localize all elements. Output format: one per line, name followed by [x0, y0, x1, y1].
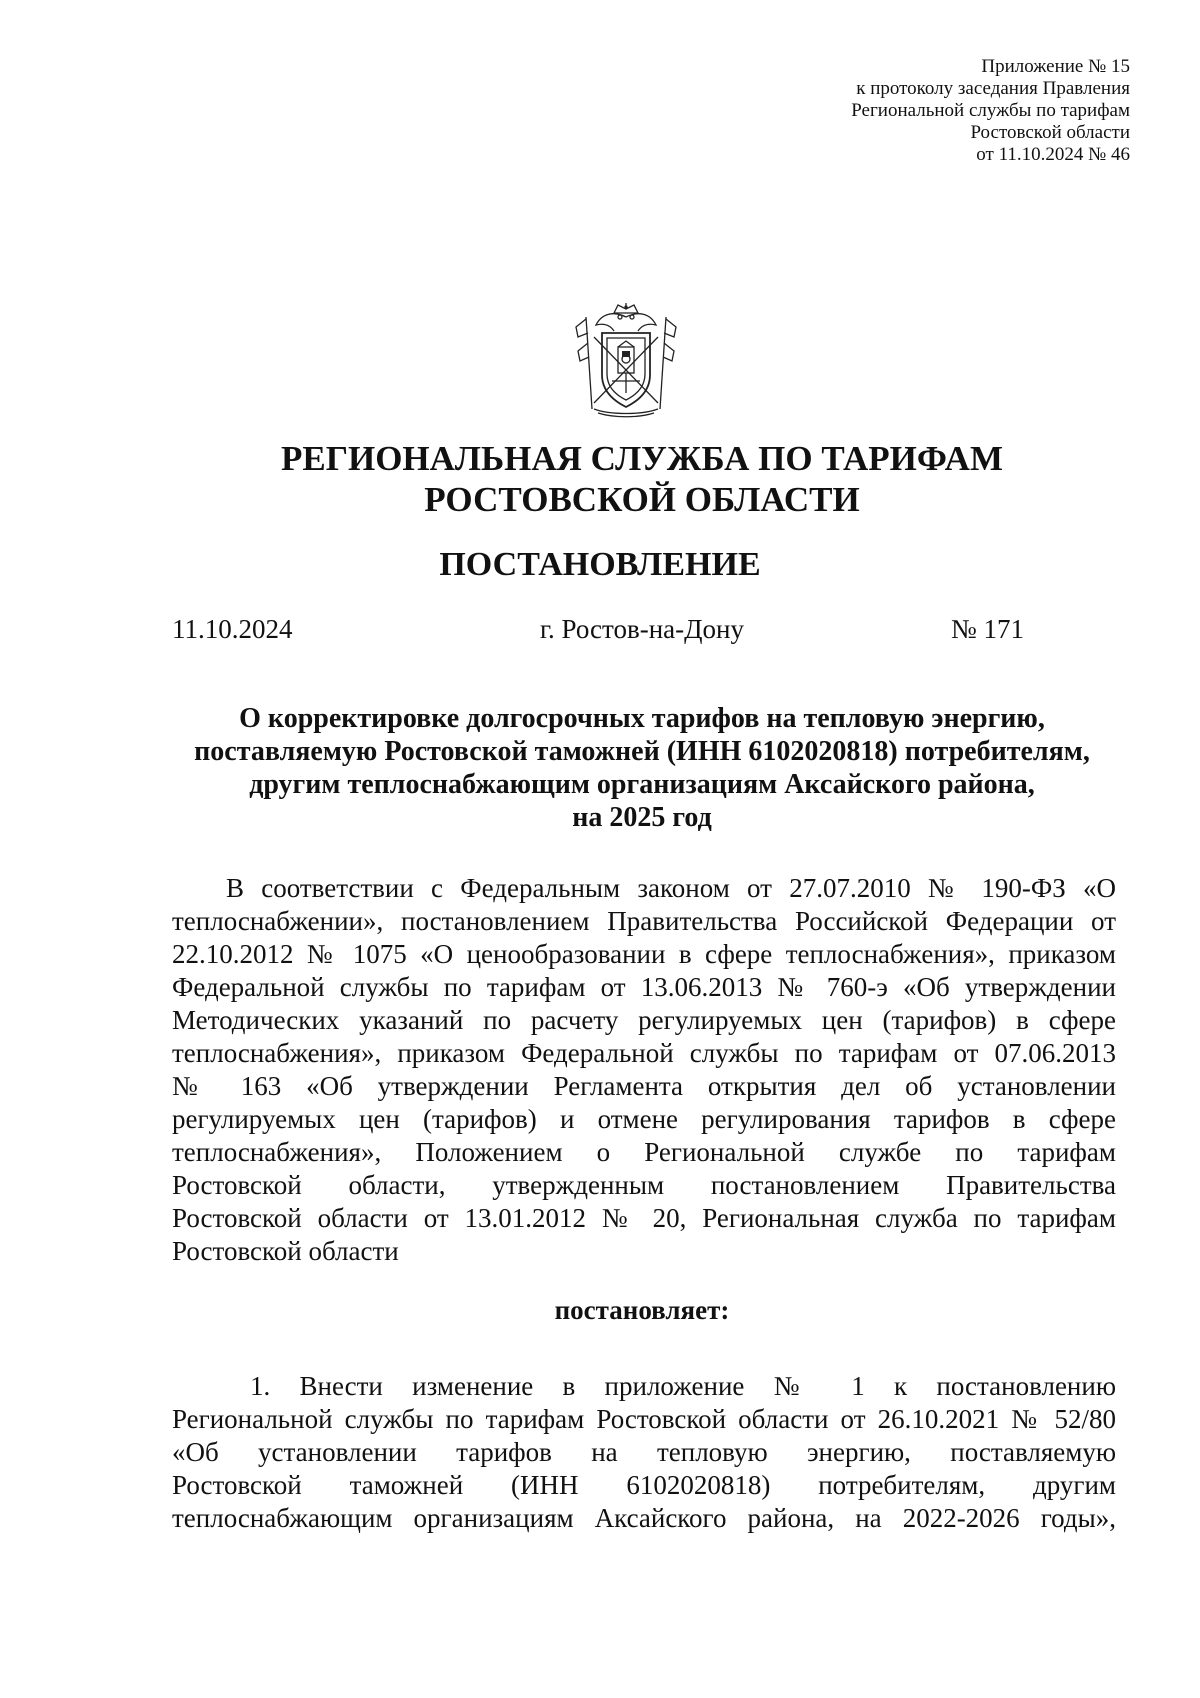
title-line: на 2025 год: [572, 802, 712, 833]
resolution-item-1: [172, 1370, 1116, 1535]
appendix-line: от 11.10.2024 № 46: [976, 144, 1130, 165]
organization-name-line: РЕГИОНАЛЬНАЯ СЛУЖБА ПО ТАРИФАМ: [280, 439, 1003, 478]
paragraph-line: Региональной службы по тарифам Ростовской области от 26.10.2021 № 52/80: [172, 1404, 1116, 1434]
title-line: другим теплоснабжающим организациям Аксайского района,: [249, 769, 1035, 800]
paragraph-line: теплоснабжающим организациям Аксайского района, на 2022-2026 годы»,: [172, 1503, 1116, 1533]
paragraph-line: Ростовской области, утвержденным постановлением Правительства: [172, 1170, 1116, 1200]
paragraph-line: Ростовской области от 13.01.2012 № 20, Региональная служба по тарифам: [172, 1203, 1116, 1233]
paragraph-line: № 163 «Об утверждении Регламента открытия дел об установлении: [172, 1071, 1116, 1101]
appendix-line: Приложение № 15: [981, 56, 1130, 77]
preamble-paragraph: [172, 872, 1116, 1268]
paragraph-line: 22.10.2012 № 1075 «О ценообразовании в сфере теплоснабжения», приказом: [172, 939, 1116, 969]
paragraph-line: теплоснабжения», Положением о Региональной службе по тарифам: [172, 1137, 1116, 1167]
appendix-line: Региональной службы по тарифам: [851, 100, 1130, 121]
document-type: ПОСТАНОВЛЕНИЕ: [439, 546, 761, 583]
document-city: г. Ростов-на-Дону: [540, 614, 745, 644]
appendix-line: к протоколу заседания Правления: [856, 78, 1130, 99]
document-number: № 171: [950, 614, 1024, 644]
paragraph-line: «Об установлении тарифов на тепловую энергию, поставляемую: [172, 1437, 1116, 1467]
paragraph-line: Ростовской таможней (ИНН 6102020818) потребителям, другим: [172, 1470, 1116, 1500]
paragraph-line: Методических указаний по расчету регулируемых цен (тарифов) в сфере: [172, 1005, 1116, 1035]
document-meta-row: [172, 612, 1024, 646]
title-line: О корректировке долгосрочных тарифов на тепловую энергию,: [239, 703, 1045, 734]
title-line: поставляемую Ростовской таможней (ИНН 6102020818) потребителям,: [194, 736, 1090, 767]
appendix-line: Ростовской области: [970, 122, 1130, 143]
document-date: 11.10.2024: [172, 614, 293, 644]
document-title: [0, 702, 1200, 834]
organization-name-line: РОСТОВСКОЙ ОБЛАСТИ: [424, 480, 860, 519]
paragraph-line: 1. Внести изменение в приложение № 1 к постановлению: [250, 1371, 1116, 1401]
paragraph-line: теплоснабжения», приказом Федеральной службы по тарифам от 07.06.2013: [172, 1038, 1116, 1068]
paragraph-line: Ростовской области: [172, 1236, 399, 1266]
paragraph-line: теплоснабжении», постановлением Правительства Российской Федерации от: [172, 906, 1116, 936]
paragraph-line: Федеральной службы по тарифам от 13.06.2013 № 760-э «Об утверждении: [172, 972, 1116, 1002]
paragraph-line: регулируемых цен (тарифов) и отмене регулирования тарифов в сфере: [172, 1104, 1116, 1134]
rostov-oblast-coat-of-arms-icon: [574, 303, 678, 419]
resolves-heading: постановляет:: [554, 1295, 730, 1325]
appendix-note: [710, 56, 1130, 166]
paragraph-line: В соответствии с Федеральным законом от 27.07.2010 № 190-ФЗ «О: [226, 873, 1116, 903]
organization-name: [0, 438, 1200, 520]
